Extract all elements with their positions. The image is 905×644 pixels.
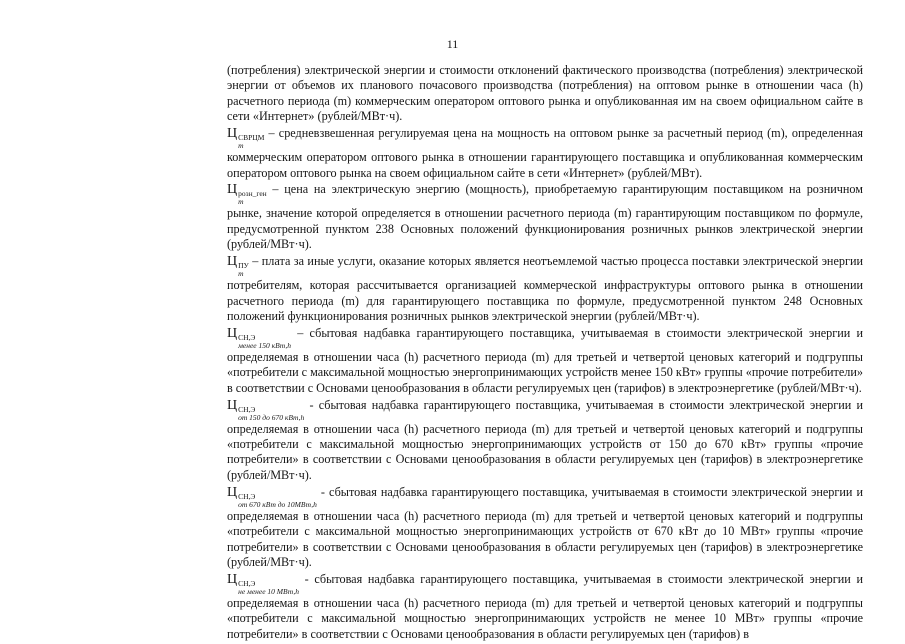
paragraph-definition-pu bbox=[227, 254, 863, 324]
paragraph-definition-sn-670-10mw bbox=[227, 485, 863, 571]
formula-symbol: Ц СН,Э менее 150 кВт,h bbox=[227, 325, 292, 350]
formula-symbol: Ц СН,Э не менее 10 МВт,h bbox=[227, 571, 299, 596]
paragraph-text: - сбытовая надбавка гарантирующего поставщика, учитываемая в стоимости электрической энергии и определяемая в отношении часа (h) расчетного периода (m) для третьей и четвертой ценовых категорий и подгруппы «потребители с максимальной мощностью энергопринимающих устройств от 150 до 670 кВт» группы «прочие потребители» в соответствии с Основами ценообразования в области регулируемых цен (тарифов) в электроэнергетике (рублей/МВт·ч). bbox=[227, 397, 863, 482]
paragraph-text: - сбытовая надбавка гарантирующего поставщика, учитываемая в стоимости электрической энергии и определяемая в отношении часа (h) расчетного периода (m) для третьей и четвертой ценовых категорий и подгруппы «потребители с максимальной мощностью энергопринимающих устройств не менее 10 МВт» группы «прочие потребители» в соответствии с Основами ценообразования в области регулируемых цен (тарифов) в bbox=[227, 571, 863, 641]
formula-symbol: Ц СН,Э от 150 до 670 кВт,h bbox=[227, 397, 305, 422]
paragraph-text: – средневзвешенная регулируемая цена на мощность на оптовом рынке за расчетный период (m), определенная коммерческим оператором оптового рынка в отношении гарантирующего поставщика и опубликованная коммерческим оператором оптового рынка на своем официальном сайте в сети «Интернет» (рублей/МВт). bbox=[227, 126, 863, 180]
paragraph-text: – плата за иные услуги, оказание которых является неотъемлемой частью процесса поставки электрической энергии потребителям, которая рассчитывается организацией коммерческой инфраструктуры оптового рынка в отношении расчетного периода (m) для гарантирующего поставщика по формуле, предусмотренной пунктом 248 Основных положений функционирования розничных рынков электрической энергии (рублей/МВт·ч). bbox=[227, 254, 863, 323]
paragraph-text: - сбытовая надбавка гарантирующего поставщика, учитываемая в стоимости электрической энергии и определяемая в отношении часа (h) расчетного периода (m) для третьей и четвертой ценовых категорий и подгруппы «потребители с максимальной мощностью энергопринимающих устройств от 670 кВт до 10 МВт» группы «прочие потребители» в соответствии с Основами ценообразования в области регулируемых цен (тарифов) в электроэнергетике (рублей/МВт·ч). bbox=[227, 484, 863, 569]
formula-symbol: Ц СН,Э от 670 кВт до 10МВт,h bbox=[227, 484, 317, 509]
paragraph-text: – цена на электрическую энергию (мощность), приобретаемую гарантирующим поставщиком на розничном рынке, значение которой определяется в отношении расчетного периода (m) гарантирующим поставщиком по формуле, предусмотренной пунктом 238 Основных положений функционирования розничных рынков электрической энергии (рублей/МВт·ч). bbox=[227, 182, 863, 252]
paragraph-definition-sn-over-10mw bbox=[227, 572, 863, 642]
paragraph-text: – сбытовая надбавка гарантирующего поставщика, учитываемая в стоимости электрической энергии и определяемая в отношении часа (h) расчетного периода (m) для третьей и четвертой ценовых категорий и подгруппы «потребители с максимальной мощностью энергопринимающих устройств менее 150 кВт» группы «прочие потребители» в соответствии с Основами ценообразования в области регулируемых цен (тарифов) в электроэнергетике (рублей/МВт·ч). bbox=[227, 325, 863, 395]
page-number: 11 bbox=[446, 37, 459, 51]
formula-symbol: Ц розн_ген m bbox=[227, 182, 267, 207]
paragraph-definition-sn-150-670 bbox=[227, 398, 863, 484]
paragraph-definition-svrcm bbox=[227, 126, 863, 181]
paragraph-continuation bbox=[227, 63, 863, 125]
formula-symbol: Ц СВРЦМ m bbox=[227, 126, 265, 151]
paragraph-text: (потребления) электрической энергии и стоимости отклонений фактического производства (потребления) электрической энергии от объемов их планового почасового производства (потребления) на оптовом рынке в отношении часа (h) расчетного периода (m) коммерческим оператором оптового рынка и опубликованная им на своем официальном сайте в сети «Интернет» (рублей/МВт·ч). bbox=[227, 63, 863, 124]
paragraph-definition-sn-less-150 bbox=[227, 326, 863, 396]
formula-symbol: Ц ПУ m bbox=[227, 254, 249, 279]
document-body bbox=[227, 63, 863, 644]
paragraph-definition-rozn-gen bbox=[227, 182, 863, 252]
